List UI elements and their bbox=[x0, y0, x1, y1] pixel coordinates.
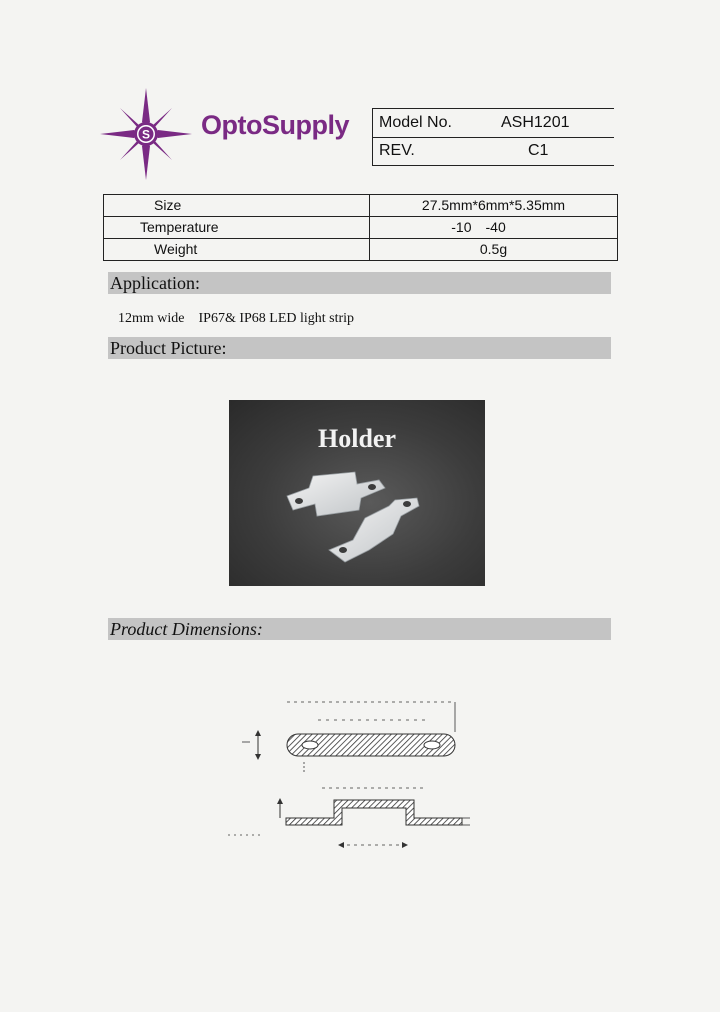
spec-value: -10 -40 bbox=[370, 217, 618, 239]
model-number-value: ASH1201 bbox=[501, 114, 570, 131]
section-heading-dimensions: Product Dimensions: bbox=[108, 618, 611, 640]
spec-key: Size bbox=[104, 195, 370, 217]
photo-caption: Holder bbox=[318, 424, 396, 453]
spec-value: 0.5g bbox=[370, 239, 618, 261]
application-text: 12mm wide IP67& IP68 LED light strip bbox=[118, 311, 355, 326]
dimension-drawing bbox=[220, 690, 500, 860]
spec-row-size bbox=[104, 195, 618, 217]
product-photo bbox=[229, 400, 485, 586]
revision-label: REV. bbox=[379, 142, 415, 159]
svg-text:S: S bbox=[141, 127, 151, 142]
section-heading-picture: Product Picture: bbox=[108, 337, 611, 359]
spec-key: Temperature bbox=[104, 217, 370, 239]
spec-key: Weight bbox=[104, 239, 370, 261]
optosupply-logo-icon bbox=[98, 86, 194, 182]
model-info-box bbox=[372, 108, 614, 166]
holder-clips-image bbox=[229, 400, 485, 586]
spec-table bbox=[103, 194, 618, 261]
section-heading-application: Application: bbox=[108, 272, 611, 294]
brand-name: OptoSupply bbox=[201, 110, 349, 140]
model-number-label: Model No. bbox=[379, 114, 452, 131]
spec-row-weight bbox=[104, 239, 618, 261]
revision-value: C1 bbox=[528, 142, 549, 159]
spec-row-temperature bbox=[104, 217, 618, 239]
spec-value: 27.5mm*6mm*5.35mm bbox=[370, 195, 618, 217]
